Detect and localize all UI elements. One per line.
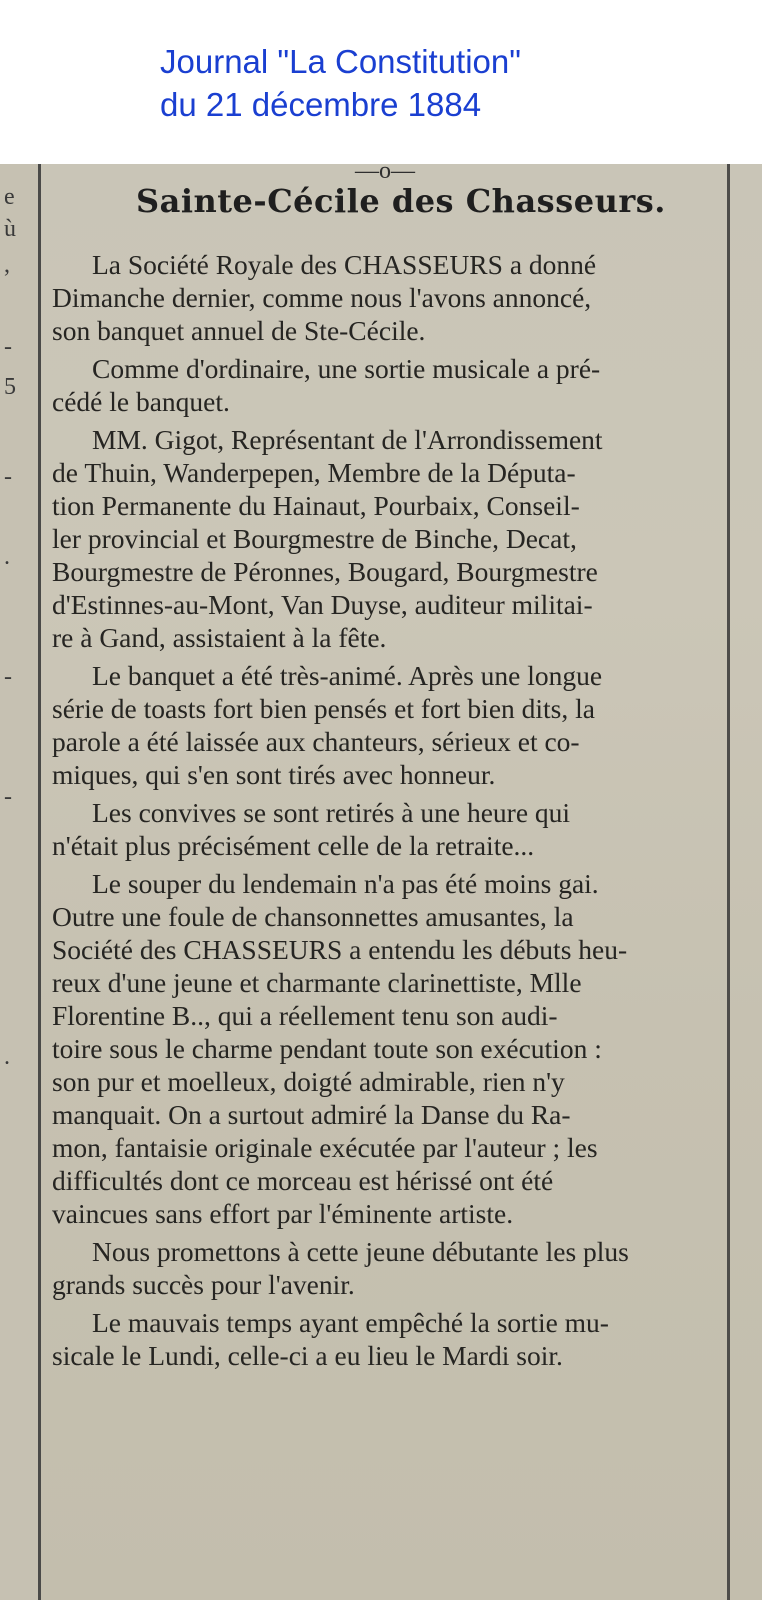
paragraph — [52, 796, 762, 862]
margin-fragment: - — [4, 784, 12, 810]
text-line: Dimanche dernier, comme nous l'avons annoncé, — [52, 282, 592, 313]
text-line: son banquet annuel de Ste-Cécile. — [52, 315, 426, 346]
caption-date: du 21 décembre 1884 — [160, 86, 482, 123]
paragraph — [52, 423, 762, 654]
paragraph — [52, 659, 762, 791]
text-line: mon, fantaisie originale exécutée par l'auteur ; les — [52, 1132, 598, 1163]
margin-fragment: - — [4, 464, 12, 490]
text-line: Nous promettons à cette jeune débutante les plus — [92, 1236, 629, 1267]
margin-fragment: ù — [4, 216, 16, 242]
text-line: Outre une foule de chansonnettes amusantes, la — [52, 901, 574, 932]
text-line: Le mauvais temps ayant empêché la sortie mu- — [92, 1307, 609, 1338]
margin-fragment: . — [4, 1044, 10, 1070]
text-line: difficultés dont ce morceau est hérissé ont été — [52, 1165, 554, 1196]
text-line: de Thuin, Wanderpepen, Membre de la Députa- — [52, 457, 576, 488]
paragraph — [52, 1235, 762, 1301]
text-line: tion Permanente du Hainaut, Pourbaix, Conseil- — [52, 490, 580, 521]
text-line: série de toasts fort bien pensés et fort bien dits, la — [52, 693, 595, 724]
text-line: Le banquet a été très-animé. Après une longue — [92, 660, 603, 691]
text-line: Bourgmestre de Péronnes, Bougard, Bourgmestre — [52, 556, 598, 587]
text-line: La Société Royale des CHASSEURS a donné — [92, 249, 597, 280]
text-line: Les convives se sont retirés à une heure qui — [92, 797, 571, 828]
text-line: reux d'une jeune et charmante clarinettiste, Mlle — [52, 967, 582, 998]
text-line: vaincues sans effort par l'éminente artiste. — [52, 1198, 514, 1229]
column-rule-left — [38, 164, 41, 1600]
caption-title: Journal "La Constitution" — [160, 43, 521, 80]
text-line: re à Gand, assistaient à la fête. — [52, 622, 387, 653]
text-line: Florentine B.., qui a réellement tenu son audi- — [52, 1000, 558, 1031]
text-line: sicale le Lundi, celle-ci a eu lieu le Mardi soir. — [52, 1340, 563, 1371]
margin-fragment: - — [4, 664, 12, 690]
newspaper-clipping — [0, 164, 762, 1600]
text-line: Comme d'ordinaire, une sortie musicale a pré- — [92, 353, 601, 384]
text-line: miques, qui s'en sont tirés avec honneur. — [52, 759, 496, 790]
text-line: toire sous le charme pendant toute son exécution : — [52, 1033, 602, 1064]
paragraph — [52, 1306, 762, 1372]
text-line: Société des CHASSEURS a entendu les débuts heu- — [52, 934, 628, 965]
article-headline: Sainte-Cécile des Chasseurs. — [136, 182, 666, 220]
text-line: n'était plus précisément celle de la retraite... — [52, 830, 535, 861]
text-line: parole a été laissée aux chanteurs, sérieux et co- — [52, 726, 580, 757]
paragraph — [52, 352, 762, 418]
margin-fragment: . — [4, 544, 10, 570]
text-line: cédé le banquet. — [52, 386, 230, 417]
paragraph — [52, 867, 762, 1230]
paragraph — [52, 248, 762, 347]
text-line: Le souper du lendemain n'a pas été moins gai. — [92, 868, 599, 899]
text-line: ler provincial et Bourgmestre de Binche, Decat, — [52, 523, 577, 554]
text-line: manquait. On a surtout admiré la Danse du Ra- — [52, 1099, 571, 1130]
article-body — [52, 248, 762, 1377]
margin-fragment: 5 — [4, 374, 16, 400]
margin-fragment: - — [4, 334, 12, 360]
caption — [160, 40, 720, 126]
text-line: son pur et moelleux, doigté admirable, rien n'y — [52, 1066, 565, 1097]
section-ornament: —o— — [355, 164, 415, 184]
left-margin-strip — [0, 164, 38, 1600]
margin-fragment: e — [4, 184, 15, 210]
text-line: MM. Gigot, Représentant de l'Arrondissement — [92, 424, 603, 455]
text-line: d'Estinnes-au-Mont, Van Duyse, auditeur militai- — [52, 589, 593, 620]
margin-fragment: , — [4, 252, 10, 278]
text-line: grands succès pour l'avenir. — [52, 1269, 355, 1300]
